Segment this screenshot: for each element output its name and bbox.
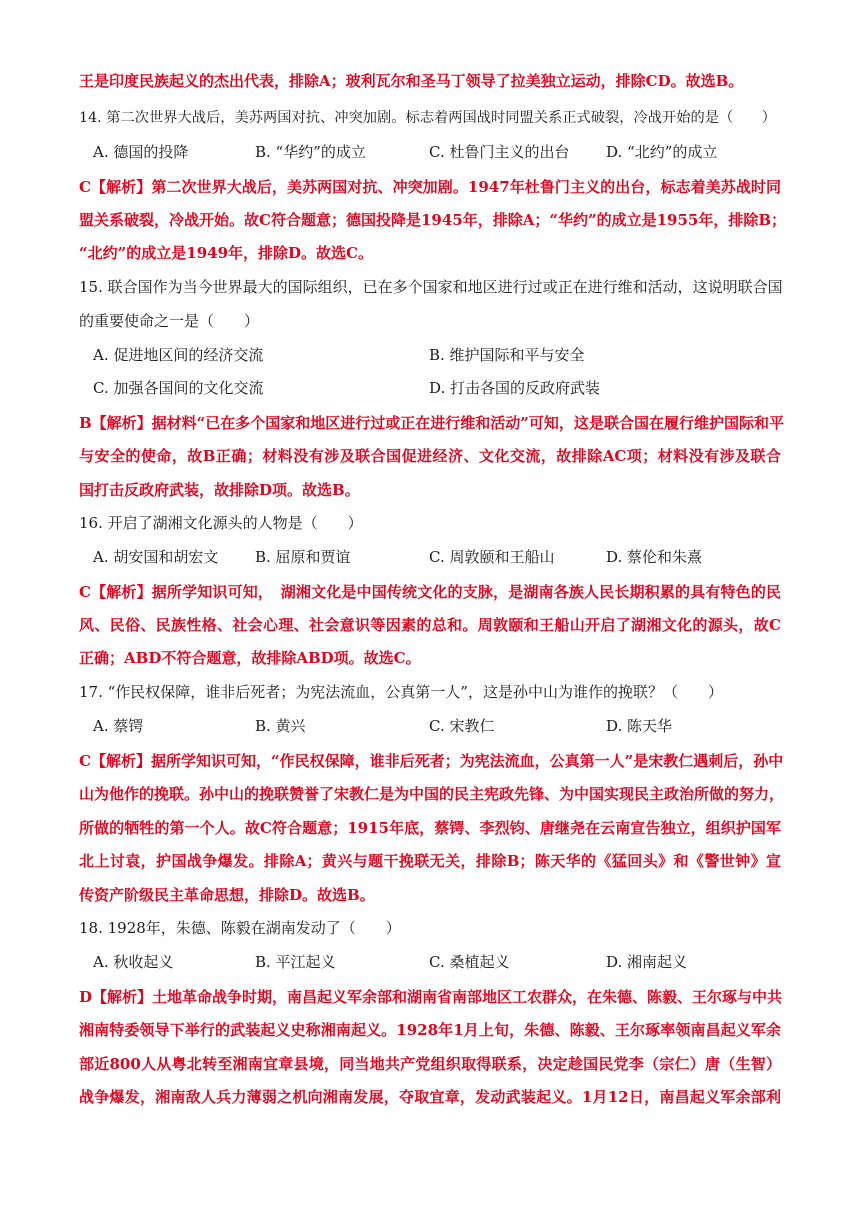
q17-option-d: D. 陈天华 <box>606 717 673 735</box>
q18-option-d: D. 湘南起义 <box>606 953 688 971</box>
q16-option-d: D. 蔡伦和朱熹 <box>606 548 703 566</box>
q16-answer-line-1: C【解析】据所学知识可知， 湖湘文化是中国传统文化的支脉，是湖南各族人民长期积累的具有特色的民 <box>79 583 781 601</box>
q14-option-d: D. “北约”的成立 <box>606 143 718 161</box>
q15-option-a: A. 促进地区间的经济交流 <box>93 346 264 364</box>
q17-answer-line-3: 所做的牺牲的第一个人。故C符合题意；1915年底，蔡锷、李烈钧、唐继尧在云南宣告独立，组织护国军 <box>79 819 781 837</box>
q16-option-a: A. 胡安国和胡宏文 <box>93 548 219 566</box>
q15-option-d: D. 打击各国的反政府武装 <box>429 379 601 397</box>
q16-option-c: C. 周敦颐和王船山 <box>429 548 555 566</box>
q17-answer-line-4: 北上讨袁，护国战争爆发。排除A；黄兴与题干挽联无关，排除B；陈天华的《猛回头》和《警世钟》宣 <box>79 852 781 870</box>
q15-option-b: B. 维护国际和平与安全 <box>429 346 585 364</box>
answer-continuation: 王是印度民族起义的杰出代表，排除A；玻利瓦尔和圣马丁领导了拉美独立运动，排除CD。故选B。 <box>79 72 744 90</box>
q18-option-b: B. 平江起义 <box>255 953 336 971</box>
q17-option-b: B. 黄兴 <box>255 717 306 735</box>
q15-option-c: C. 加强各国间的文化交流 <box>93 379 264 397</box>
q15-answer-line-2: 与安全的使命，故B正确；材料没有涉及联合国促进经济、文化交流，故排除AC项；材料没有涉及联合 <box>79 447 781 465</box>
q18-answer-line-2: 湘南特委领导下举行的武装起义史称湘南起义。1928年1月上旬，朱德、陈毅、王尔琢率领南昌起义军余 <box>79 1021 781 1039</box>
q17-option-c: C. 宋教仁 <box>429 717 495 735</box>
q15-answer-line-1: B【解析】据材料“已在多个国家和地区进行过或正在进行维和活动”可知，这是联合国在履行维护国际和平 <box>79 414 784 432</box>
q17-answer-line-1: C【解析】据所学知识可知，“作民权保障，谁非后死者；为宪法流血，公真第一人”是宋教仁遇刺后，孙中 <box>79 752 784 770</box>
q17-option-a: A. 蔡锷 <box>93 717 144 735</box>
question-17-stem: 17. “作民权保障，谁非后死者；为宪法流血，公真第一人”，这是孙中山为谁作的挽联？（ ） <box>79 683 723 701</box>
q15-answer-line-3: 国打击反政府武装，故排除D项。故选B。 <box>79 481 360 499</box>
q16-answer-line-3: 正确；ABD不符合题意，故排除ABD项。故选C。 <box>79 649 421 667</box>
q16-option-b: B. 屈原和贾谊 <box>255 548 351 566</box>
q18-option-a: A. 秋收起义 <box>93 953 174 971</box>
question-15-stem-line-1: 15. 联合国作为当今世界最大的国际组织，已在多个国家和地区进行过或正在进行维和活动，这说明联合国 <box>79 278 783 296</box>
q18-answer-line-3: 部近800人从粤北转至湘南宜章县境，同当地共产党组织取得联系，决定趁国民党李（宗仁）唐（生智） <box>79 1055 781 1073</box>
q14-option-c: C. 杜鲁门主义的出台 <box>429 143 570 161</box>
q17-answer-line-5: 传资产阶级民主革命思想，排除D。故选B。 <box>79 886 375 904</box>
q14-option-a: A. 德国的投降 <box>93 143 189 161</box>
question-15-stem-line-2: 的重要使命之一是（ ） <box>79 312 260 330</box>
q18-answer-line-4: 战争爆发，湘南敌人兵力薄弱之机向湘南发展，夺取宜章，发动武装起义。1月12日，南昌起义军余部利 <box>79 1088 781 1106</box>
q18-answer-line-1: D【解析】土地革命战争时期，南昌起义军余部和湖南省南部地区工农群众，在朱德、陈毅、王尔琢与中共 <box>79 988 783 1006</box>
q14-answer-line-3: “北约”的成立是1949年，排除D。故选C。 <box>79 244 373 262</box>
q18-option-c: C. 桑植起义 <box>429 953 510 971</box>
q17-answer-line-2: 山为他作的挽联。孙中山的挽联赞誉了宋教仁是为中国的民主宪政先锋、为中国实现民主政治所做的努力， <box>79 785 785 803</box>
q14-answer-line-2: 盟关系破裂，冷战开始。故C符合题意；德国投降是1945年，排除A；“华约”的成立是1955年，排除B； <box>79 211 787 229</box>
question-14-stem: 14. 第二次世界大战后，美苏两国对抗、冲突加剧。标志着两国战时同盟关系正式破裂，冷战开始的是（ ） <box>79 110 776 126</box>
q16-answer-line-2: 风、民俗、民族性格、社会心理、社会意识等因素的总和。周敦颐和王船山开启了湖湘文化的源头，故C <box>79 616 781 634</box>
question-18-stem: 18. 1928年，朱德、陈毅在湖南发动了（ ） <box>79 919 401 937</box>
question-16-stem: 16. 开启了湖湘文化源头的人物是（ ） <box>79 514 363 532</box>
q14-option-b: B. “华约”的成立 <box>255 143 366 161</box>
q14-answer-line-1: C【解析】第二次世界大战后，美苏两国对抗、冲突加剧。1947年杜鲁门主义的出台，标志着美苏战时同 <box>79 178 781 196</box>
